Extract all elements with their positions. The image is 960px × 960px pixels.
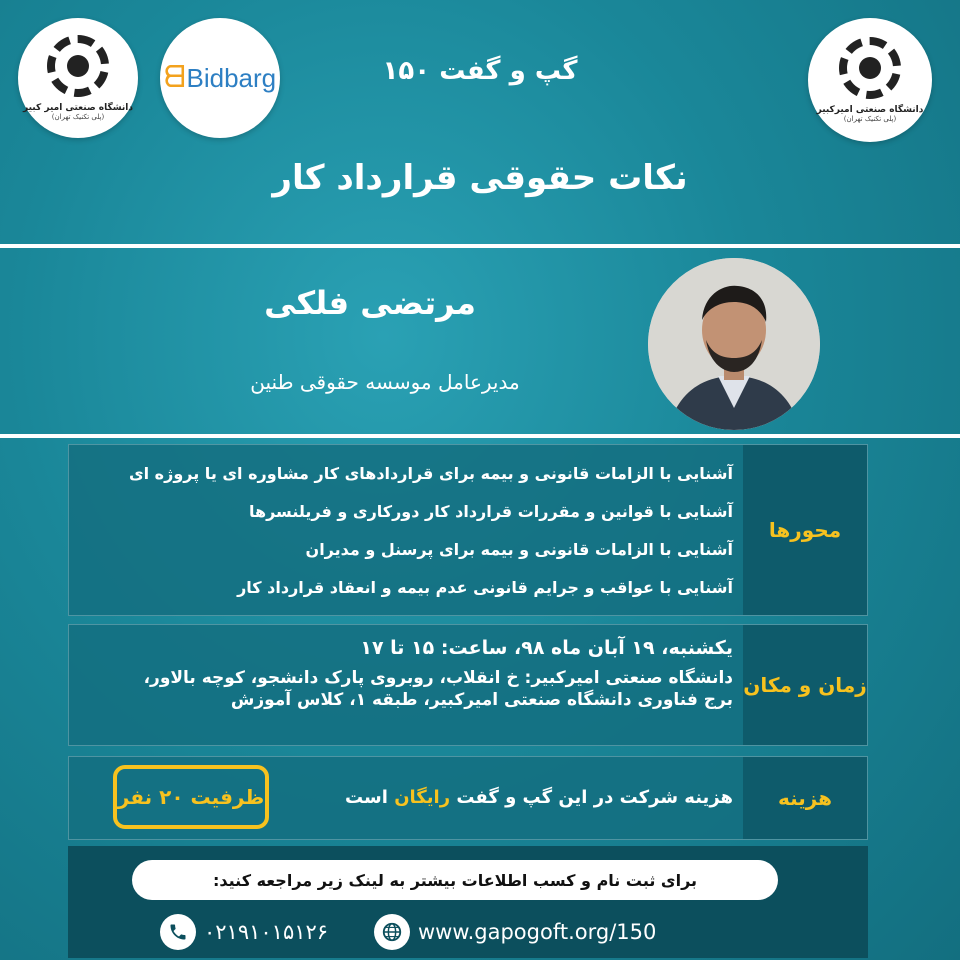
schedule-details	[69, 625, 743, 745]
topics-label: محورها	[743, 445, 867, 615]
event-address-line2: برج فناوری دانشگاه صنعتی امیرکبیر، طبقه ۱، کلاس آموزش	[230, 690, 733, 710]
logo-caption: دانشگاه صنعتی امیرکبیر	[816, 105, 924, 115]
series-title: گپ و گفت ۱۵۰	[382, 56, 578, 86]
phone-contact[interactable]	[160, 914, 328, 950]
registration-footer	[68, 846, 868, 958]
website-url: www.gapogoft.org/150	[418, 920, 657, 944]
logo-caption: دانشگاه صنعتی امیر کبیر	[23, 103, 133, 113]
capacity-badge: ظرفیت ۲۰ نفر	[113, 765, 269, 829]
divider	[0, 244, 960, 248]
topics-section	[68, 444, 868, 616]
bidbarg-logo-text: Bidbarg	[186, 62, 277, 93]
university-emblem-icon	[839, 37, 901, 99]
logo-subcaption: (پلی تکنیک تهران)	[843, 115, 897, 123]
schedule-section	[68, 624, 868, 746]
fee-section	[68, 756, 868, 840]
speaker-photo	[648, 258, 820, 430]
website-contact[interactable]	[374, 914, 656, 950]
logo-subcaption: (پلی تکنیک تهران)	[51, 113, 105, 121]
fee-text	[345, 787, 733, 808]
phone-number: ۰۲۱۹۱۰۱۵۱۲۶	[204, 920, 329, 944]
fee-text-before: هزینه شرکت در این گپ و گفت	[456, 787, 733, 808]
aut-tech-center-logo	[18, 18, 138, 138]
phone-icon	[160, 914, 196, 950]
register-info: برای ثبت نام و کسب اطلاعات بیشتر به لینک زیر مراجعه کنید:	[132, 860, 778, 900]
divider	[0, 434, 960, 438]
bidbarg-mark-icon: ᗺ	[163, 61, 186, 94]
topic-item: آشنایی با عواقب و جرایم قانونی عدم بیمه و انعقاد قرارداد کار	[237, 578, 733, 597]
bidbarg-logo	[160, 18, 280, 138]
schedule-label: زمان و مکان	[743, 625, 867, 745]
event-address-line1: دانشگاه صنعتی امیرکبیر: خ انقلاب، روبروی پارک دانشجو، کوچه بالاور،	[143, 668, 733, 688]
speaker-name: مرتضی فلکی	[264, 284, 476, 322]
fee-label: هزینه	[743, 757, 867, 839]
fee-text-after: است	[344, 787, 388, 808]
topic-item: آشنایی با الزامات قانونی و بیمه برای قراردادهای کار مشاوره ای یا پروژه ای	[128, 464, 733, 483]
topic-item: آشنایی با قوانین و مقررات قرارداد کار دورکاری و فریلنسرها	[248, 502, 733, 521]
globe-icon	[374, 914, 410, 950]
gear-emblem-icon	[47, 35, 109, 97]
fee-free: رایگان	[394, 787, 451, 808]
event-datetime: یکشنبه، ۱۹ آبان ماه ۹۸، ساعت: ۱۵ تا ۱۷	[360, 637, 733, 659]
topics-list	[69, 445, 743, 615]
amirkabir-university-logo	[808, 18, 932, 142]
event-title: نکات حقوقی قرارداد کار	[272, 158, 688, 198]
speaker-role: مدیرعامل موسسه حقوقی طنین	[250, 370, 520, 394]
topic-item: آشنایی با الزامات قانونی و بیمه برای پرسنل و مدیران	[305, 540, 733, 559]
